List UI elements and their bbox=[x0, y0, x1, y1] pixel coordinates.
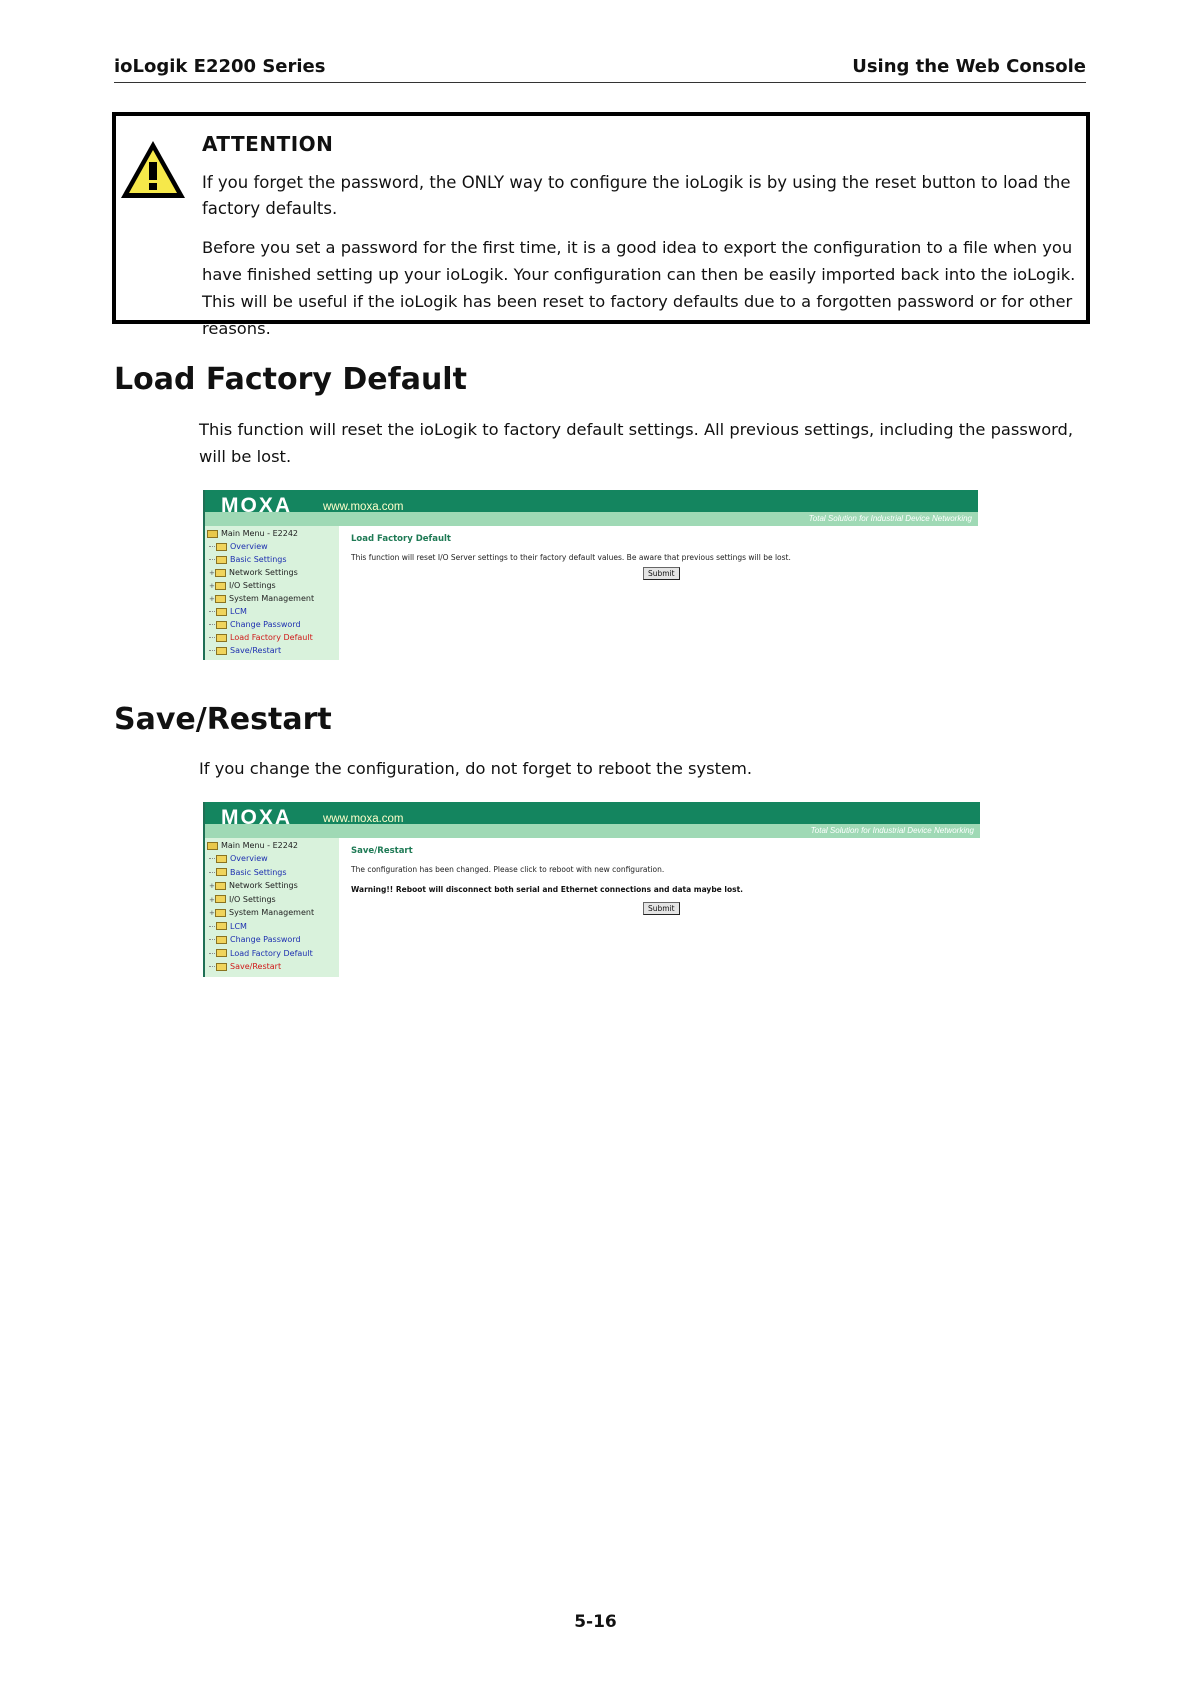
menu-item-label: Basic Settings bbox=[230, 555, 287, 564]
folder-icon bbox=[216, 963, 227, 971]
menu-item-load-factory-default[interactable] bbox=[209, 633, 313, 642]
menu-item-label: Save/Restart bbox=[230, 962, 282, 971]
menu-item-load-factory-default[interactable] bbox=[209, 949, 313, 958]
menu-item-label: Change Password bbox=[230, 935, 301, 944]
expand-icon[interactable]: + bbox=[209, 909, 215, 917]
folder-icon bbox=[216, 543, 227, 551]
section-heading-load-factory-default: Load Factory Default bbox=[114, 362, 467, 397]
console-main bbox=[351, 526, 978, 660]
folder-icon bbox=[215, 895, 226, 903]
moxa-logo: MOXA bbox=[221, 806, 292, 829]
folder-icon bbox=[216, 868, 227, 876]
menu-item-lcm[interactable] bbox=[209, 922, 247, 931]
expand-icon[interactable]: + bbox=[209, 882, 215, 890]
console-main bbox=[351, 838, 980, 977]
page-number: 5-16 bbox=[574, 1612, 617, 1632]
expand-icon[interactable]: + bbox=[209, 582, 215, 590]
menu-item-overview[interactable] bbox=[209, 542, 268, 551]
menu-item-overview[interactable] bbox=[209, 854, 268, 863]
folder-icon bbox=[207, 842, 218, 850]
console-tagline: Total Solution for Industrial Device Networking bbox=[808, 514, 972, 523]
menu-item-change-password[interactable] bbox=[209, 935, 301, 944]
menu-item-label: I/O Settings bbox=[229, 581, 276, 590]
console-sidebar bbox=[205, 526, 339, 660]
moxa-logo: MOXA bbox=[221, 494, 292, 517]
menu-title-label: Main Menu - E2242 bbox=[221, 529, 298, 538]
menu-item-network-settings[interactable] bbox=[209, 881, 298, 890]
menu-item-io-settings[interactable] bbox=[209, 895, 276, 904]
menu-item-label: Network Settings bbox=[229, 568, 298, 577]
menu-item-io-settings[interactable] bbox=[209, 581, 276, 590]
header-product-title: ioLogik E2200 Series bbox=[114, 56, 326, 77]
console-page-heading: Save/Restart bbox=[351, 846, 413, 856]
folder-icon bbox=[215, 569, 226, 577]
folder-icon bbox=[216, 922, 227, 930]
folder-icon bbox=[216, 608, 227, 616]
folder-icon bbox=[216, 647, 227, 655]
folder-icon bbox=[216, 556, 227, 564]
console-screenshot-load-factory-default bbox=[203, 490, 978, 660]
menu-title bbox=[207, 529, 298, 538]
menu-item-label: Network Settings bbox=[229, 881, 298, 890]
console-tagline: Total Solution for Industrial Device Networking bbox=[810, 826, 974, 835]
console-page-heading: Load Factory Default bbox=[351, 534, 451, 544]
menu-item-label: I/O Settings bbox=[229, 894, 276, 904]
header-chapter-title: Using the Web Console bbox=[852, 56, 1086, 77]
submit-button[interactable]: Submit bbox=[643, 567, 680, 580]
folder-icon bbox=[215, 582, 226, 590]
section-body-load-factory-default: This function will reset the ioLogik to factory default settings. All previous settings, including the password, will be lost. bbox=[199, 420, 1074, 466]
moxa-url: www.moxa.com bbox=[323, 813, 404, 825]
console-warning: Warning!! Reboot will disconnect both serial and Ethernet connections and data maybe lost. bbox=[351, 885, 744, 894]
folder-icon bbox=[207, 530, 218, 538]
menu-item-label: Save/Restart bbox=[230, 646, 282, 655]
page-header bbox=[114, 52, 1086, 83]
menu-item-change-password[interactable] bbox=[209, 620, 301, 629]
menu-item-lcm[interactable] bbox=[209, 607, 247, 616]
folder-icon bbox=[216, 949, 227, 957]
folder-icon bbox=[216, 855, 227, 863]
menu-item-network-settings[interactable] bbox=[209, 568, 298, 577]
menu-item-label: LCM bbox=[230, 921, 247, 931]
menu-item-label: System Management bbox=[229, 594, 315, 603]
submit-button[interactable]: Submit bbox=[643, 902, 680, 915]
console-description: The configuration has been changed. Please click to reboot with new configuration. bbox=[351, 865, 665, 874]
menu-title bbox=[207, 841, 298, 850]
folder-icon bbox=[216, 936, 227, 944]
section-body-save-restart: If you change the configuration, do not forget to reboot the system. bbox=[199, 759, 753, 778]
menu-item-basic-settings[interactable] bbox=[209, 555, 287, 564]
menu-item-save-restart[interactable] bbox=[209, 962, 281, 971]
menu-item-label: Load Factory Default bbox=[230, 948, 313, 958]
menu-item-system-management[interactable] bbox=[209, 594, 314, 603]
console-sidebar bbox=[205, 838, 339, 977]
expand-icon[interactable]: + bbox=[209, 595, 215, 603]
attention-paragraph-2: Before you set a password for the first time, it is a good idea to export the configuration to a file when you have finished setting up your ioLogik. Your configuration can then be easily imported back into the ioLogik. This will be useful if the ioLogik has been reset to factory defaults due to a forgotten password or for other reasons. bbox=[202, 238, 1076, 338]
warning-triangle-icon bbox=[118, 138, 188, 202]
expand-icon[interactable]: + bbox=[209, 895, 215, 904]
folder-icon bbox=[215, 882, 226, 890]
menu-item-label: Basic Settings bbox=[230, 867, 287, 877]
attention-title: ATTENTION bbox=[202, 132, 334, 156]
menu-item-label: LCM bbox=[230, 607, 247, 616]
console-description: This function will reset I/O Server settings to their factory default values. Be aware that previous settings will be lost. bbox=[351, 553, 791, 562]
folder-icon bbox=[215, 909, 226, 917]
section-heading-save-restart: Save/Restart bbox=[114, 702, 332, 737]
attention-paragraph-1: If you forget the password, the ONLY way to configure the ioLogik is by using the reset button to load the factory defaults. bbox=[202, 173, 1071, 218]
folder-icon bbox=[215, 595, 226, 603]
menu-item-system-management[interactable] bbox=[209, 908, 314, 917]
attention-box bbox=[112, 112, 1090, 338]
expand-icon[interactable]: + bbox=[209, 569, 215, 577]
moxa-url: www.moxa.com bbox=[323, 501, 404, 513]
menu-item-label: System Management bbox=[229, 908, 315, 917]
menu-item-label: Change Password bbox=[230, 620, 301, 629]
menu-item-label: Overview bbox=[230, 542, 268, 551]
menu-item-label: Overview bbox=[230, 854, 268, 863]
menu-item-label: Load Factory Default bbox=[230, 633, 313, 642]
menu-item-basic-settings[interactable] bbox=[209, 868, 287, 877]
menu-title-label: Main Menu - E2242 bbox=[221, 841, 298, 850]
folder-icon bbox=[216, 634, 227, 642]
menu-item-save-restart[interactable] bbox=[209, 646, 281, 655]
console-screenshot-save-restart bbox=[203, 802, 980, 977]
folder-icon bbox=[216, 621, 227, 629]
